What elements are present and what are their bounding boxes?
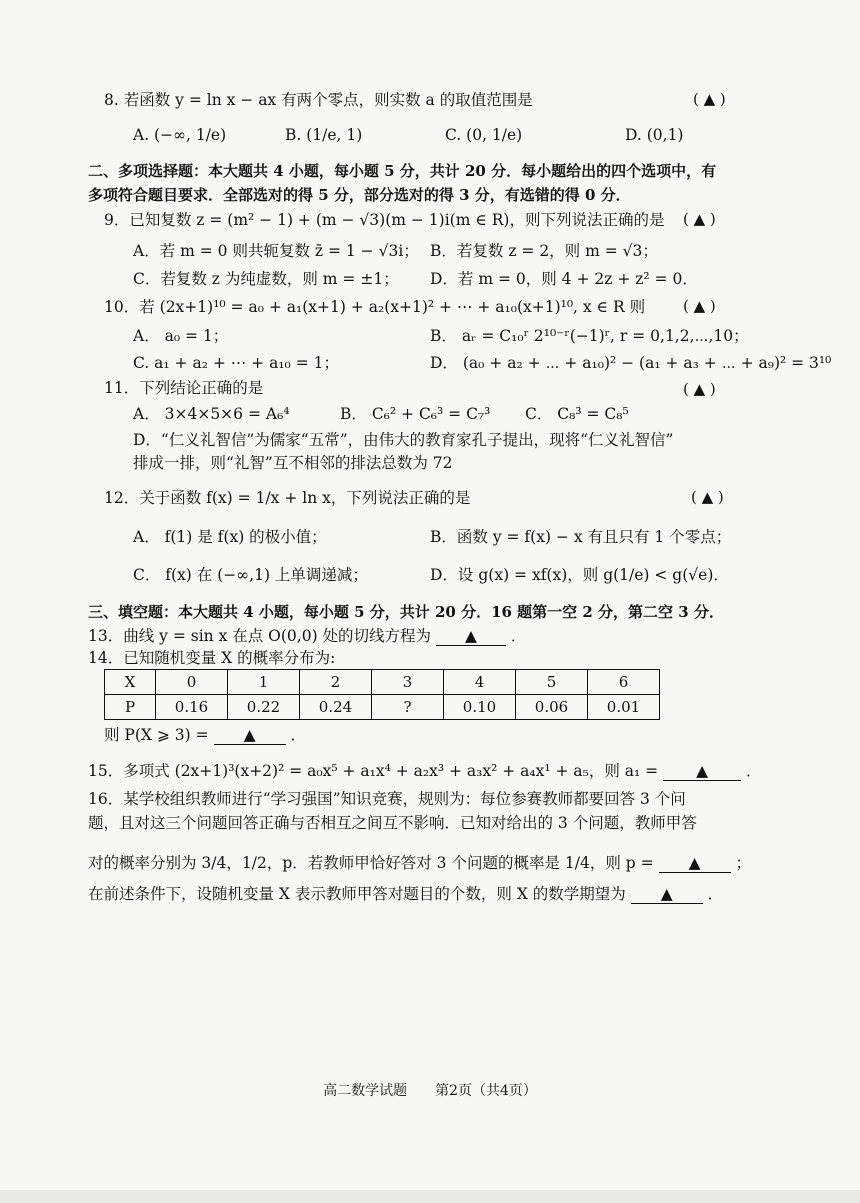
q11-option-a: A． 3×4×5×6 = A₆⁴	[133, 405, 290, 423]
section3-header: 三、填空题：本大题共 4 小题，每小题 5 分，共计 20 分．16 题第一空 2 分，第二空 3 分．	[88, 603, 724, 621]
q9-option-b: B．若复数 z = 2，则 m = √3；	[430, 242, 658, 260]
q16-line4-text: 在前述条件下，设随机变量 X 表示教师甲答对题目的个数，则 X 的数学期望为	[88, 885, 626, 903]
q11-option-d-line1: D．“仁义礼智信”为儒家“五常”，由伟大的教育家孔子提出，现将“仁义礼智信”	[133, 431, 674, 449]
table-cell: 0.06	[516, 695, 588, 720]
table-cell: 0.24	[300, 695, 372, 720]
table-row-p	[105, 695, 660, 720]
q15-line	[88, 760, 762, 782]
table-cell: 5	[516, 670, 588, 695]
q12-option-a: A． f(1) 是 f(x) 的极小值；	[133, 528, 327, 546]
q9-stem: 9．已知复数 z = (m² − 1) + (m − √3)(m − 1)i(m ∈ R)，则下列说法正确的是	[104, 211, 665, 229]
table-cell: 0.01	[588, 695, 660, 720]
q14-stem: 14．已知随机变量 X 的概率分布为:	[88, 649, 336, 667]
table-cell: 3	[372, 670, 444, 695]
q16-answer-blank-2[interactable]: ▲	[631, 885, 703, 904]
q8-option-d: D. (0,1)	[625, 126, 684, 144]
q8-stem: 8. 若函数 y = ln x − ax 有两个零点，则实数 a 的取值范围是	[104, 91, 533, 109]
q8-option-b: B. (1/e, 1)	[285, 126, 363, 144]
table-cell: 0.10	[444, 695, 516, 720]
q12-option-c: C． f(x) 在 (−∞,1) 上单调递减；	[133, 566, 368, 584]
q10-option-a: A． a₀ = 1；	[133, 327, 229, 345]
table-cell: 0.16	[156, 695, 228, 720]
q9-answer-mark: ( ▲ )	[683, 210, 716, 228]
q14-ask-line	[104, 724, 306, 746]
q16-line2: 题，且对这三个问题回答正确与否相互之间互不影响．已知对给出的 3 个问题，教师甲答	[88, 814, 697, 832]
q10-answer-mark: ( ▲ )	[683, 297, 716, 315]
q13-stem: 13．曲线 y = sin x 在点 O(0,0) 处的切线方程为	[88, 627, 432, 645]
q8-answer-mark: ( ▲ )	[693, 90, 726, 108]
q16-answer-blank-1[interactable]: ▲	[659, 854, 731, 873]
q9-option-c: C．若复数 z 为纯虚数，则 m = ±1；	[133, 270, 399, 288]
section2-header-line2: 多项符合题目要求．全部选对的得 5 分，部分选对的得 3 分，有选错的得 0 分．	[88, 186, 631, 204]
table-cell: 6	[588, 670, 660, 695]
q16-line4	[88, 883, 723, 905]
q8-option-c: C. (0, 1/e)	[445, 126, 523, 144]
q12-option-b: B．函数 y = f(x) − x 有且只有 1 个零点；	[430, 528, 732, 546]
table-header-x: X	[105, 670, 156, 695]
q9-option-a: A．若 m = 0 则共轭复数 z̄ = 1 − √3i；	[133, 242, 419, 260]
q12-answer-mark: ( ▲ )	[691, 488, 724, 506]
table-row-x	[105, 670, 660, 695]
q11-stem: 11．下列结论正确的是	[104, 379, 264, 397]
table-cell: 0.22	[228, 695, 300, 720]
q8-option-a: A. (−∞, 1/e)	[133, 126, 227, 144]
q14-ask: 则 P(X ⩾ 3) =	[104, 726, 209, 744]
q10-option-b: B． aᵣ = C₁₀ʳ 2¹⁰⁻ʳ(−1)ʳ, r = 0,1,2,⋯,10；	[430, 327, 749, 345]
q11-option-c: C． C₈³ = C₈⁵	[525, 405, 629, 423]
q12-option-d: D．设 g(x) = xf(x)，则 g(1/e) < g(√e)．	[430, 566, 729, 584]
q15-end: ．	[746, 762, 762, 780]
q15-answer-blank[interactable]: ▲	[663, 762, 741, 781]
q14-end: ．	[290, 726, 306, 744]
table-cell: ?	[372, 695, 444, 720]
table-cell: 1	[228, 670, 300, 695]
q11-answer-mark: ( ▲ )	[683, 380, 716, 398]
q13-line	[88, 625, 526, 647]
q15-stem: 15．多项式 (2x+1)³(x+2)² = a₀x⁵ + a₁x⁴ + a₂x³ + a₃x² + a₄x¹ + a₅，则 a₁ =	[88, 762, 659, 780]
q14-answer-blank[interactable]: ▲	[214, 726, 286, 745]
scan-edge	[0, 1190, 860, 1203]
page-footer: 高二数学试题 第2页（共4页）	[323, 1083, 537, 1099]
q10-stem: 10．若 (2x+1)¹⁰ = a₀ + a₁(x+1) + a₂(x+1)² + ⋯ + a₁₀(x+1)¹⁰, x ∈ R 则	[104, 298, 646, 316]
section2-header-line1: 二、多项选择题：本大题共 4 小题，每小题 5 分，共计 20 分．每小题给出的四个选项中，有	[88, 162, 717, 180]
q16-line3	[88, 852, 751, 874]
q11-option-b: B． C₆² + C₆³ = C₇³	[340, 405, 491, 423]
q10-option-d: D． (a₀ + a₂ + ⋯ + a₁₀)² − (a₁ + a₃ + ⋯ + a₉)² = 3¹⁰	[430, 354, 832, 372]
q16-end: ．	[707, 885, 724, 903]
q13-end: ．	[510, 627, 527, 645]
q16-line3-text: 对的概率分别为 3/4，1/2，p．若教师甲恰好答对 3 个问题的概率是 1/4，则 p =	[88, 854, 654, 872]
probability-distribution-table	[104, 669, 660, 720]
table-cell: 2	[300, 670, 372, 695]
table-cell: 4	[444, 670, 516, 695]
q12-stem: 12．关于函数 f(x) = 1/x + ln x，下列说法正确的是	[104, 489, 471, 507]
q11-option-d-line2: 排成一排，则“礼智”互不相邻的排法总数为 72	[133, 454, 453, 472]
q13-answer-blank[interactable]: ▲	[436, 627, 506, 646]
q16-line1: 16．某学校组织教师进行“学习强国”知识竞赛，规则为：每位参赛教师都要回答 3 个问	[88, 790, 686, 808]
q9-option-d: D．若 m = 0，则 4 + 2z + z² = 0．	[430, 270, 698, 288]
q10-option-c: C. a₁ + a₂ + ⋯ + a₁₀ = 1；	[133, 354, 339, 372]
table-cell: 0	[156, 670, 228, 695]
table-header-p: P	[105, 695, 156, 720]
q16-sep: ；	[735, 854, 751, 872]
